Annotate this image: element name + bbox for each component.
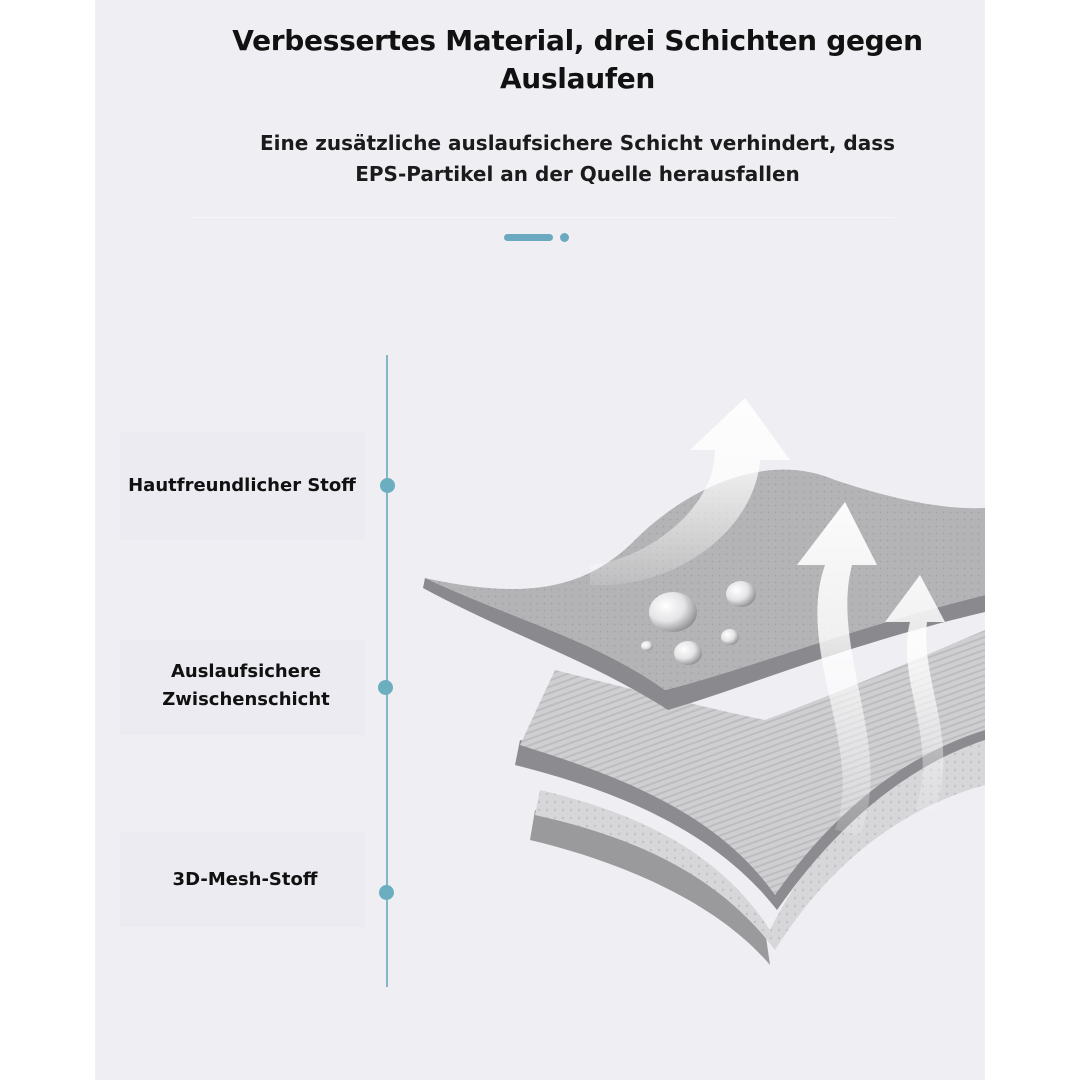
- water-droplet-icon: [674, 641, 702, 665]
- layer-label-leakproof-line-1: Auslaufsichere: [170, 661, 322, 682]
- title-line-2: Auslaufen: [499, 62, 656, 95]
- water-droplet-icon: [726, 581, 756, 607]
- subtitle-line-2: EPS-Partikel an der Quelle herausfallen: [355, 162, 800, 186]
- subtitle-line-1: Eine zusätzliche auslaufsichere Schicht verhindert, dass: [259, 131, 896, 155]
- water-droplet-icon: [721, 629, 739, 645]
- page-title: [190, 22, 965, 98]
- water-droplet-icon: [641, 641, 653, 651]
- layer-label-3d-mesh: 3D-Mesh-Stoff: [172, 869, 318, 890]
- header-divider: [190, 217, 895, 218]
- pager-active-indicator[interactable]: [504, 234, 553, 241]
- water-droplet-icon: [649, 592, 697, 632]
- title-line-1: Verbessertes Material, drei Schichten gegen: [232, 24, 923, 57]
- layer-label-skin-friendly: Hautfreundlicher Stoff: [128, 475, 356, 496]
- timeline-marker-top: [380, 478, 395, 493]
- fabric-layers-illustration: [415, 390, 985, 970]
- page-subtitle: [190, 128, 965, 190]
- timeline-marker-bottom: [379, 885, 394, 900]
- timeline-marker-middle: [378, 680, 393, 695]
- layer-label-leakproof-line-2: Zwischenschicht: [162, 689, 330, 710]
- pager-dot[interactable]: [560, 233, 569, 242]
- layer-label-leakproof: [126, 658, 366, 714]
